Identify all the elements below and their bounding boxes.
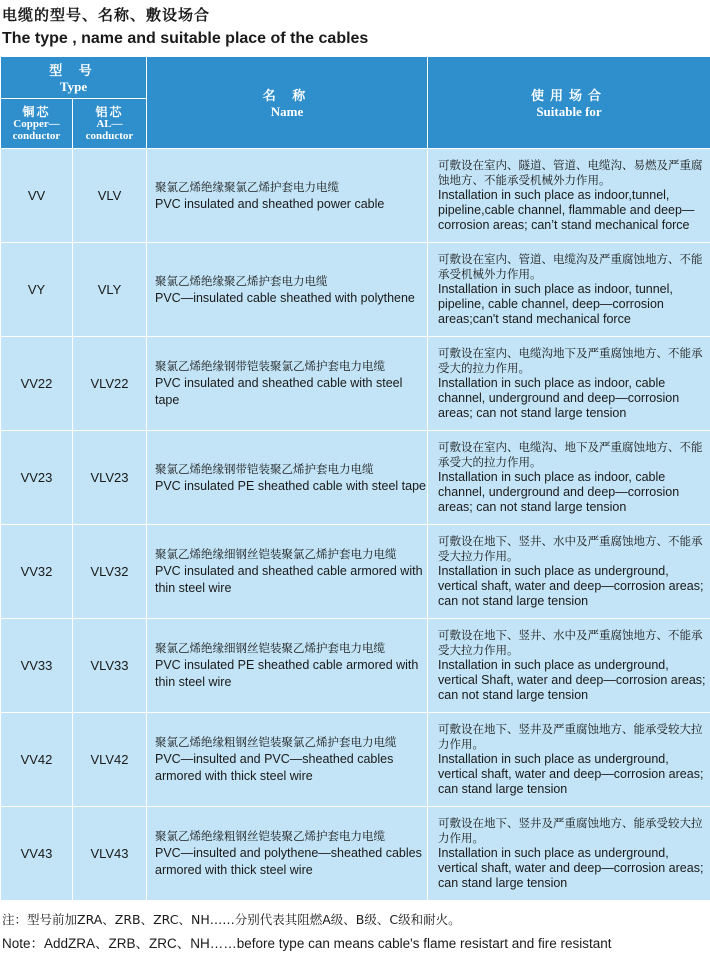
cable-name-en: PVC insulated and sheathed power cable xyxy=(155,196,385,211)
copper-type: VV22 xyxy=(1,337,73,431)
cable-name xyxy=(147,619,428,713)
cable-name-cn: 聚氯乙烯绝缘粗钢丝铠装聚乙烯护套电力电缆 xyxy=(155,829,385,843)
cable-use-cn: 可敷设在地下、竖井及严重腐蚀地方、能承受较大拉力作用。 xyxy=(438,816,703,845)
al-type: VLV43 xyxy=(73,807,147,901)
header-type-en: Type xyxy=(59,79,88,94)
cable-name-cn: 聚氯乙烯绝缘细钢丝铠装聚氯乙烯护套电力电缆 xyxy=(155,547,397,561)
table-row xyxy=(1,337,710,431)
cable-name-cn: 聚氯乙烯绝缘聚氯乙烯护套电力电缆 xyxy=(155,179,339,194)
header-use-cn: 使用场合 xyxy=(530,89,607,104)
cable-use-en: Installation in such place as indoor, tunnel, pipeline, cable channel, deep—corrosion areas;can't stand mechanical force xyxy=(438,282,673,326)
cable-use-cn: 可敷设在地下、竖井及严重腐蚀地方、能承受较大拉力作用。 xyxy=(438,722,703,751)
table-row xyxy=(1,149,710,243)
cable-name xyxy=(147,243,428,337)
copper-type: VV42 xyxy=(1,713,73,807)
cable-name-cn: 聚氯乙烯绝缘聚乙烯护套电力电缆 xyxy=(155,273,328,288)
cable-use xyxy=(428,243,710,337)
cable-use-en: Installation in such place as underground, vertical shaft, water and deep—corrosion areas; can not stand large tension xyxy=(438,564,704,608)
cable-use xyxy=(428,431,710,525)
cable-use-en: Installation in such place as underground, vertical shaft, water and deep—corrosion areas; can stand large tension xyxy=(438,752,704,796)
table-row xyxy=(1,243,710,337)
table-row xyxy=(1,713,710,807)
header-al-en-1: AL— xyxy=(96,117,123,130)
copper-type: VV33 xyxy=(1,619,73,713)
cable-name-cn: 聚氯乙烯绝缘细钢丝铠装聚乙烯护套电力电缆 xyxy=(155,641,385,655)
cable-name-en: PVC insulated and sheathed cable with steel tape xyxy=(155,376,403,407)
cable-table xyxy=(0,56,710,901)
header-al xyxy=(73,99,147,149)
cable-name xyxy=(147,149,428,243)
al-type: VLV23 xyxy=(73,431,147,525)
cable-name xyxy=(147,525,428,619)
al-type: VLV42 xyxy=(73,713,147,807)
cable-use-en: Installation in such place as indoor,tunnel, pipeline,cable channel, flammable and deep—corrosion areas; can’t stand mechanical force xyxy=(438,188,695,232)
cable-use-cn: 可敷设在室内、管道、电缆沟及严重腐蚀地方、不能承受机械外力作用。 xyxy=(438,252,703,281)
cable-use-en: Installation in such place as indoor, cable channel, underground and deep—corrosion areas; can not stand large tension xyxy=(438,470,680,514)
al-type: VLV32 xyxy=(73,525,147,619)
header-copper-en-1: Copper— xyxy=(13,117,60,130)
header-copper xyxy=(1,99,73,149)
al-type: VLV xyxy=(73,149,147,243)
al-type: VLV33 xyxy=(73,619,147,713)
cable-use-en: Installation in such place as underground, vertical Shaft, water and deep—corrosion areas; can not stand large tension xyxy=(438,658,706,702)
copper-type: VV43 xyxy=(1,807,73,901)
cable-use-cn: 可敷设在地下、竖井、水中及严重腐蚀地方、不能承受大拉力作用。 xyxy=(438,628,703,657)
header-name xyxy=(147,57,428,149)
cable-name-en: PVC—insulted and PVC—sheathed cables armored with thick steel wire xyxy=(155,752,394,783)
header-name-en: Name xyxy=(270,104,304,119)
al-type: VLV22 xyxy=(73,337,147,431)
table-row xyxy=(1,431,710,525)
header-use-en: Suitable for xyxy=(536,104,602,119)
cable-use xyxy=(428,619,710,713)
cable-use xyxy=(428,149,710,243)
cable-use xyxy=(428,713,710,807)
table-row xyxy=(1,807,710,901)
cable-name xyxy=(147,337,428,431)
header-al-en-2: conductor xyxy=(85,129,134,142)
header-use xyxy=(428,57,710,149)
header-name-cn: 名 称 xyxy=(262,89,312,104)
header-copper-en-2: conductor xyxy=(12,129,61,142)
copper-type: VY xyxy=(1,243,73,337)
cable-name xyxy=(147,807,428,901)
cable-name-en: PVC—insulated cable sheathed with polythene xyxy=(155,290,415,305)
cable-name-cn: 聚氯乙烯绝缘钢带铠装聚乙烯护套电力电缆 xyxy=(155,461,374,476)
page-title-cn: 电缆的型号、名称、敷设场合 xyxy=(2,6,211,24)
cable-use-cn: 可敷设在室内、电缆沟地下及严重腐蚀地方、不能承受大的拉力作用。 xyxy=(438,346,703,375)
cable-use-en: Installation in such place as underground, vertical shaft, water and deep—corrosion areas; can stand large tension xyxy=(438,846,704,890)
cable-use xyxy=(428,807,710,901)
page-title-en: The type , name and suitable place of the cables xyxy=(2,30,369,47)
table-row xyxy=(1,619,710,713)
cable-name-cn: 聚氯乙烯绝缘钢带铠装聚氯乙烯护套电力电缆 xyxy=(155,359,385,373)
cable-name xyxy=(147,713,428,807)
copper-type: VV23 xyxy=(1,431,73,525)
table-row xyxy=(1,525,710,619)
cable-use xyxy=(428,337,710,431)
footnote-cn: 注：型号前加ZRA、ZRB、ZRC、NH……分别代表其阻燃A级、B级、C级和耐火。 xyxy=(2,912,461,927)
cable-name-en: PVC insulated and sheathed cable armored with thin steel wire xyxy=(155,564,423,595)
footnote-en: Note：AddZRA、ZRB、ZRC、NH……before type can means cable's flame resistart and fire resistant xyxy=(2,936,612,951)
copper-type: VV xyxy=(1,149,73,243)
header-al-cn: 铝芯 xyxy=(95,104,124,119)
cable-use xyxy=(428,525,710,619)
cable-use-cn: 可敷设在室内、隧道、管道、电缆沟、易燃及严重腐蚀地方、不能承受机械外力作用。 xyxy=(438,158,703,187)
cable-use-en: Installation in such place as indoor, cable channel, underground and deep—corrosion areas; can not stand large tension xyxy=(438,376,680,420)
header-type xyxy=(1,57,147,99)
cable-name xyxy=(147,431,428,525)
al-type: VLY xyxy=(73,243,147,337)
header-copper-cn: 铜芯 xyxy=(22,104,51,119)
cable-use-cn: 可敷设在地下、竖井、水中及严重腐蚀地方、不能承受大拉力作用。 xyxy=(438,534,703,563)
header-type-cn: 型 号 xyxy=(49,64,98,79)
cable-name-en: PVC—insulted and polythene—sheathed cables armored with thick steel wire xyxy=(155,846,422,877)
cable-name-en: PVC insulated PE sheathed cable with steel tape xyxy=(155,478,427,493)
cable-name-cn: 聚氯乙烯绝缘粗钢丝铠装聚氯乙烯护套电力电缆 xyxy=(155,735,397,749)
copper-type: VV32 xyxy=(1,525,73,619)
cable-use-cn: 可敷设在室内、电缆沟、地下及严重腐蚀地方、不能承受大的拉力作用。 xyxy=(438,440,703,469)
cable-name-en: PVC insulated PE sheathed cable armored with thin steel wire xyxy=(155,658,419,689)
